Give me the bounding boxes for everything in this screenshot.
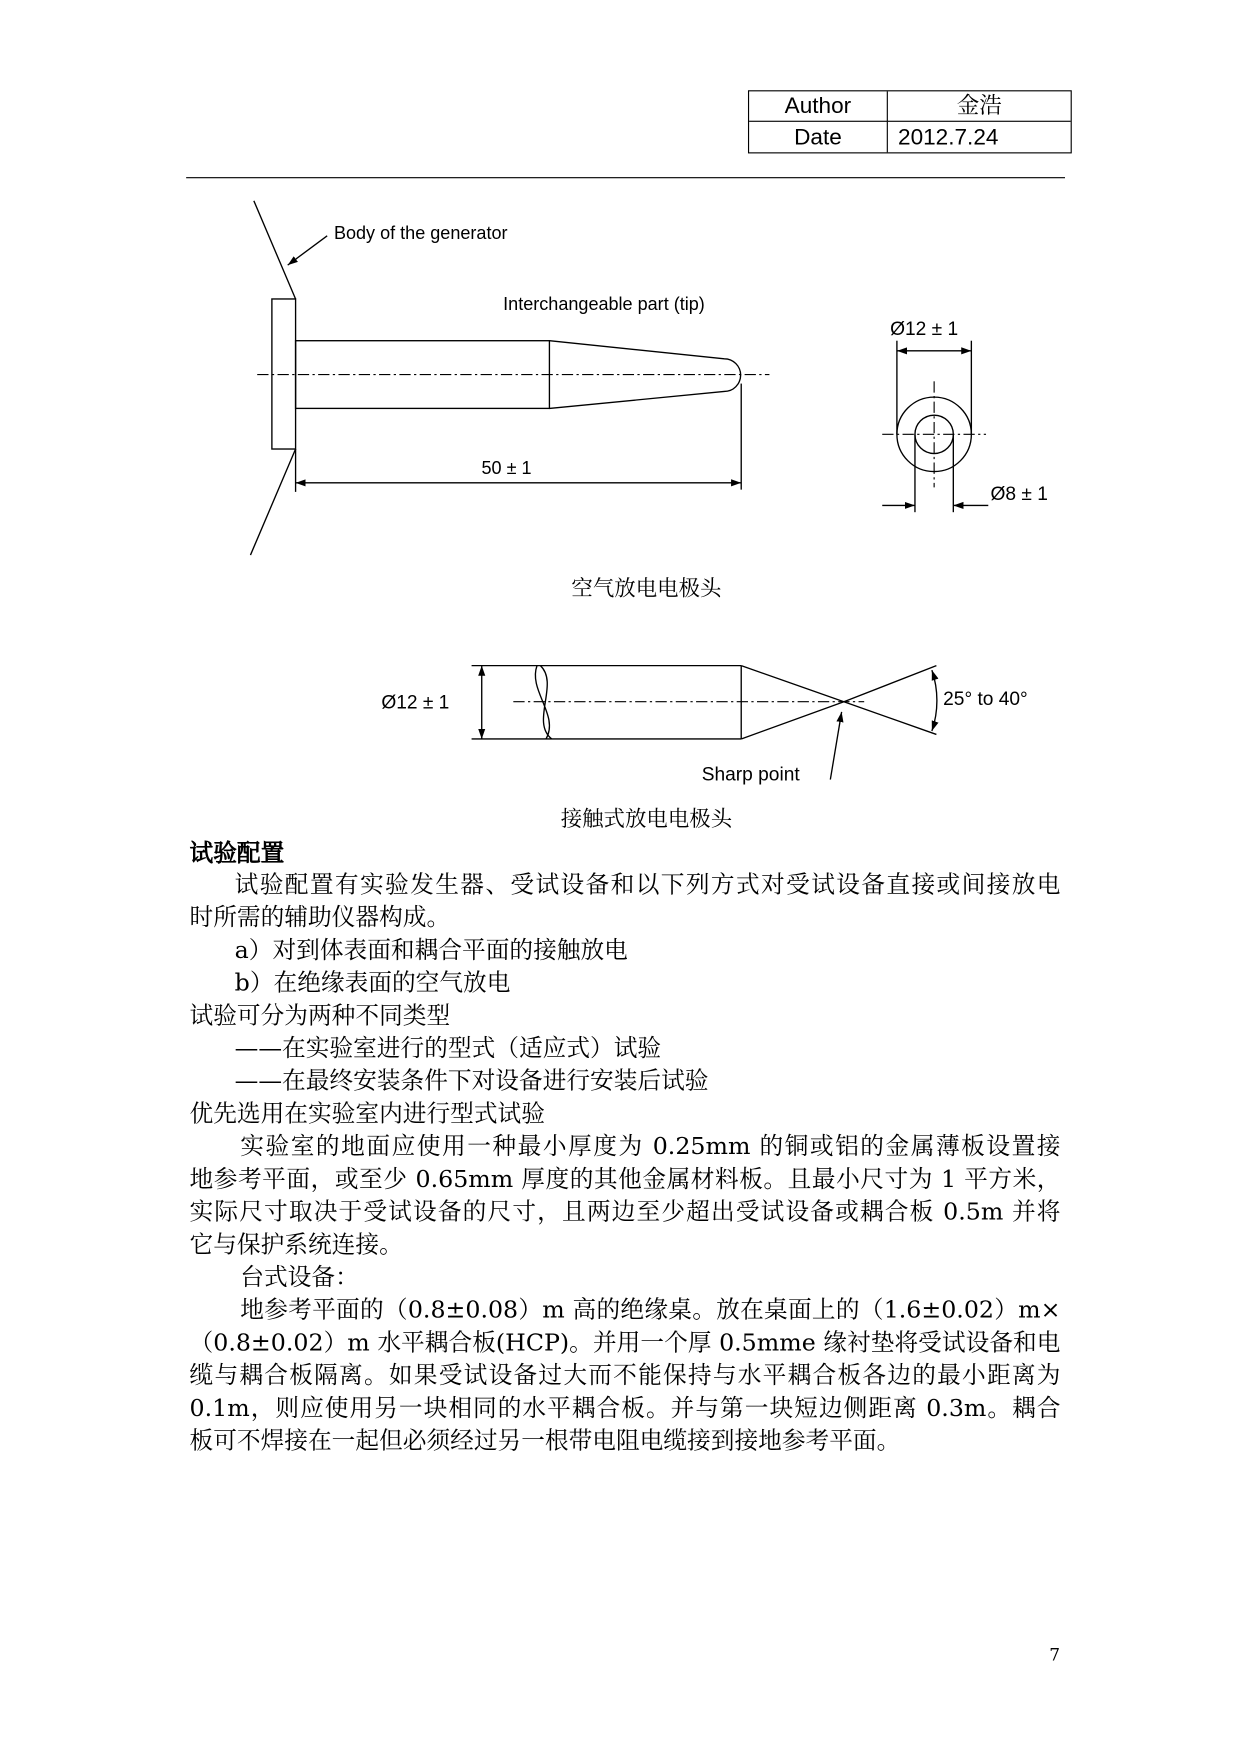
date-value: 2012.7.24 xyxy=(898,124,999,150)
interchangeable-tip-label: Interchangeable part (tip) xyxy=(503,294,705,315)
angle-dimension-arc xyxy=(932,670,937,731)
text-line: 缆与耦合板隔离。如果受试设备过大而不能保持与水平耦合板各边的最小距离为 xyxy=(189,1361,1061,1389)
text-line: 优先选用在实验室内进行型式试验 xyxy=(189,1099,545,1128)
text-line: 实验室的地面应使用一种最小厚度为 0.25mm 的铜或铝的金属薄板设置接 xyxy=(240,1132,1061,1160)
cone-top-edge xyxy=(741,666,844,702)
body-of-generator-label: Body of the generator xyxy=(333,223,508,244)
air-discharge-electrode-figure xyxy=(226,192,1083,576)
text-line: 板可不焊接在一起但必须经过另一根带电阻电缆接到接地参考平面。 xyxy=(189,1427,901,1455)
list-item: b）在绝缘表面的空气放电 xyxy=(234,969,511,997)
cone-angle-label: 25° to 40° xyxy=(943,689,1028,711)
angle-line-upper xyxy=(844,666,937,702)
author-value: 金浩 xyxy=(888,91,1071,121)
text-line: （0.8±0.02）m 水平耦合板(HCP)。并用一个厚 0.5mme 缘衬垫将受试设备和电 xyxy=(189,1328,1061,1357)
length-dimension-label: 50 ± 1 xyxy=(481,457,532,478)
text-line: 地参考平面，或至少 0.65mm 厚度的其他金属材料板。且最小尺寸为 1 平方米， xyxy=(189,1165,1061,1193)
header-rule xyxy=(186,177,1065,178)
text-line: 它与保护系统连接。 xyxy=(189,1230,403,1258)
text-line: 地参考平面的（0.8±0.08）m 高的绝缘桌。放在桌面上的（1.6±0.02）m× xyxy=(240,1296,1061,1324)
page-number: 7 xyxy=(1049,1644,1060,1666)
body-leader-arrow xyxy=(288,236,327,265)
generator-body-edge-upper xyxy=(254,201,296,299)
section-heading: 试验配置 xyxy=(189,838,285,867)
inner-diameter-label: Ø8 ± 1 xyxy=(990,483,1048,505)
shaft-break-symbol xyxy=(535,666,551,739)
author-label: Author xyxy=(749,91,888,121)
text-line: 试验可分为两种不同类型 xyxy=(189,1001,451,1029)
list-item: ——在实验室进行的型式（适应式）试验 xyxy=(234,1034,662,1062)
cone-bottom-edge xyxy=(741,702,844,739)
contact-diameter-label: Ø12 ± 1 xyxy=(381,692,450,714)
list-item: a）对到体表面和耦合平面的接触放电 xyxy=(234,936,628,964)
date-label: Date xyxy=(749,122,888,152)
sharp-point-leader-arrow xyxy=(830,712,841,780)
air-discharge-caption: 空气放电电极头 xyxy=(571,576,722,602)
contact-discharge-caption: 接触式放电电极头 xyxy=(560,806,733,832)
text-line: 台式设备： xyxy=(240,1263,359,1291)
text-line: 时所需的辅助仪器构成。 xyxy=(189,903,451,931)
list-item: ——在最终安装条件下对设备进行安装后试验 xyxy=(234,1067,709,1095)
text-line: 试验配置有实验发生器、受试设备和以下列方式对受试设备直接或间接放电 xyxy=(234,870,1061,899)
angle-line-lower xyxy=(844,702,937,735)
text-line: 0.1m，则应使用另一块相同的水平耦合板。并与第一块短边侧距离 0.3m。耦合 xyxy=(189,1394,1061,1422)
sharp-point-label: Sharp point xyxy=(701,764,800,786)
contact-discharge-electrode-figure xyxy=(361,649,1060,790)
outer-diameter-label: Ø12 ± 1 xyxy=(890,319,959,341)
generator-body-edge-lower xyxy=(250,449,295,555)
test-setup-section xyxy=(190,836,1061,1458)
text-line: 实际尺寸取决于受试设备的尺寸，且两边至少超出受试设备或耦合板 0.5m 并将 xyxy=(189,1198,1061,1226)
author-date-table xyxy=(748,90,1072,153)
